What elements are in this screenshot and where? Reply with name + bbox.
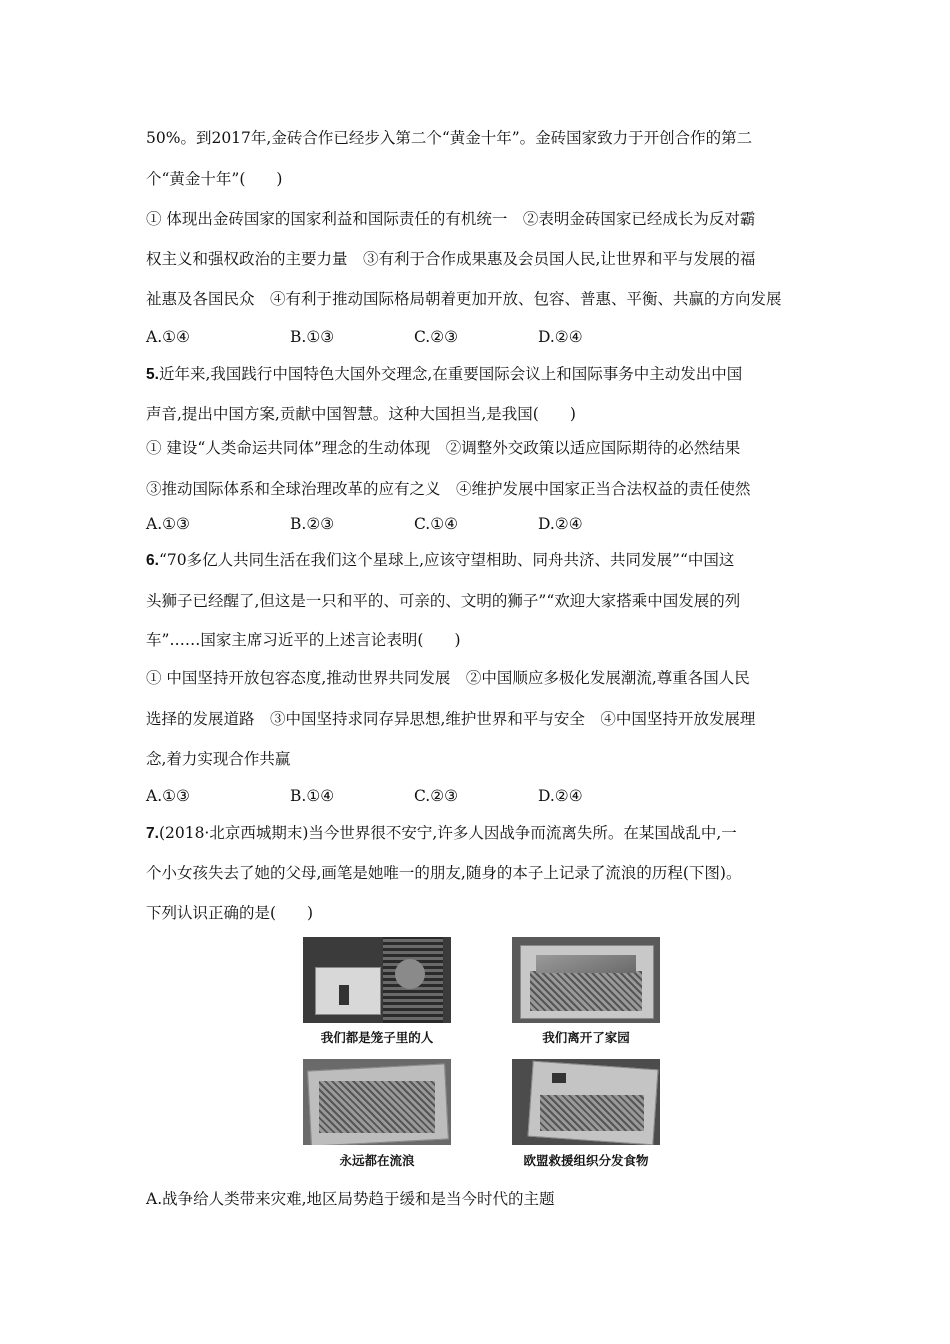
photo-drawing-wandering bbox=[303, 1059, 451, 1145]
q6-stem-line-3: 车”……国家主席习近平的上述言论表明( ) bbox=[146, 631, 461, 649]
q6-stem-line-2: 头狮子已经醒了,但这是一只和平的、可亲的、文明的狮子”“欢迎大家搭乘中国发展的列 bbox=[146, 592, 741, 610]
drawn-mountains bbox=[536, 955, 636, 973]
caption-1: 我们都是笼子里的人 bbox=[320, 1030, 434, 1045]
q4-option-a: A.①④ bbox=[146, 328, 190, 346]
q5-stem-line-2: 声音,提出中国方案,贡献中国智慧。这种大国担当,是我国( ) bbox=[146, 405, 576, 423]
q4-statement-line-1: ① 体现出金砖国家的国家利益和国际责任的有机统一 ②表明金砖国家已经成长为反对霸 bbox=[146, 210, 756, 228]
q5-option-a: A.①③ bbox=[146, 515, 190, 533]
q6-option-a: A.①③ bbox=[146, 787, 190, 805]
q4-stem-line-2: 个“黄金十年”( ) bbox=[146, 170, 283, 188]
girl-face bbox=[395, 959, 425, 989]
q6-statement-line-2: 选择的发展道路 ③中国坚持求同存异思想,维护世界和平与安全 ④中国坚持开放发展理 bbox=[146, 710, 756, 728]
q4-option-d: D.②④ bbox=[538, 328, 583, 346]
q6-stem-text: “70多亿人共同生活在我们这个星球上,应该守望相助、同舟共济、共同发展”“中国这 bbox=[158, 551, 735, 569]
q4-stem-line-1: 50%。到2017年,金砖合作已经步入第二个“黄金十年”。金砖国家致力于开创合作的第二 bbox=[146, 129, 753, 147]
drawing-scribble bbox=[540, 1095, 644, 1131]
q7-option-a: A.战争给人类带来灾难,地区局势趋于缓和是当今时代的主题 bbox=[146, 1190, 555, 1208]
q4-statement-line-2: 权主义和强权政治的主要力量 ③有利于合作成果惠及会员国人民,让世界和平与发展的福 bbox=[146, 250, 756, 268]
q5-option-c: C.①④ bbox=[414, 515, 459, 533]
q5-statement-line-1: ① 建设“人类命运共同体”理念的生动体现 ②调整外交政策以适应国际期待的必然结果 bbox=[146, 439, 741, 457]
q5-option-d: D.②④ bbox=[538, 515, 583, 533]
q6-option-b: B.①④ bbox=[290, 787, 335, 805]
caption-3: 永远都在流浪 bbox=[339, 1153, 415, 1168]
q6-option-d: D.②④ bbox=[538, 787, 583, 805]
q6-option-c: C.②③ bbox=[414, 787, 459, 805]
q7-stem-line-2: 个小女孩失去了她的父母,画笔是她唯一的朋友,随身的本子上记录了流浪的历程(下图)。 bbox=[146, 864, 742, 882]
q4-option-b: B.①③ bbox=[290, 328, 335, 346]
q5-stem-line-1 bbox=[146, 364, 742, 385]
caption-4: 欧盟救援组织分发食物 bbox=[523, 1153, 649, 1168]
q4-statement-line-3: 祉惠及各国民众 ④有利于推动国际格局朝着更加开放、包容、普惠、平衡、共赢的方向发展 bbox=[146, 290, 782, 308]
drawing-scribble bbox=[319, 1081, 435, 1133]
q5-number: 5. bbox=[146, 366, 159, 383]
q7-number: 7. bbox=[146, 825, 159, 842]
q6-stem-line-1 bbox=[146, 550, 734, 571]
q6-statement-line-1: ① 中国坚持开放包容态度,推动世界共同发展 ②中国顺应多极化发展潮流,尊重各国人民 bbox=[146, 669, 750, 687]
q5-statement-line-2: ③推动国际体系和全球治理改革的应有之义 ④维护发展中国家正当合法权益的责任使然 bbox=[146, 480, 751, 498]
q7-stem-line-3: 下列认识正确的是( ) bbox=[146, 904, 314, 922]
drawn-figure bbox=[339, 985, 349, 1005]
caption-2: 我们离开了家园 bbox=[542, 1030, 630, 1045]
photo-drawing-homeland bbox=[512, 937, 660, 1023]
drawing-scribble bbox=[530, 971, 642, 1011]
q7-stem-text: (2018·北京西城期末)当今世界很不安宁,许多人因战争而流离失所。在某国战乱中,一 bbox=[158, 824, 737, 842]
q7-stem-line-1 bbox=[146, 823, 737, 844]
q4-option-c: C.②③ bbox=[414, 328, 459, 346]
q6-statement-line-3: 念,着力实现合作共赢 bbox=[146, 750, 291, 768]
drawn-flag bbox=[552, 1073, 566, 1083]
photo-girl-with-drawing bbox=[303, 937, 451, 1023]
q6-number: 6. bbox=[146, 552, 159, 569]
photo-drawing-food-aid bbox=[512, 1059, 660, 1145]
q5-option-b: B.②③ bbox=[290, 515, 335, 533]
q5-stem-text: 近年来,我国践行中国特色大国外交理念,在重要国际会议上和国际事务中主动发出中国 bbox=[158, 365, 743, 383]
